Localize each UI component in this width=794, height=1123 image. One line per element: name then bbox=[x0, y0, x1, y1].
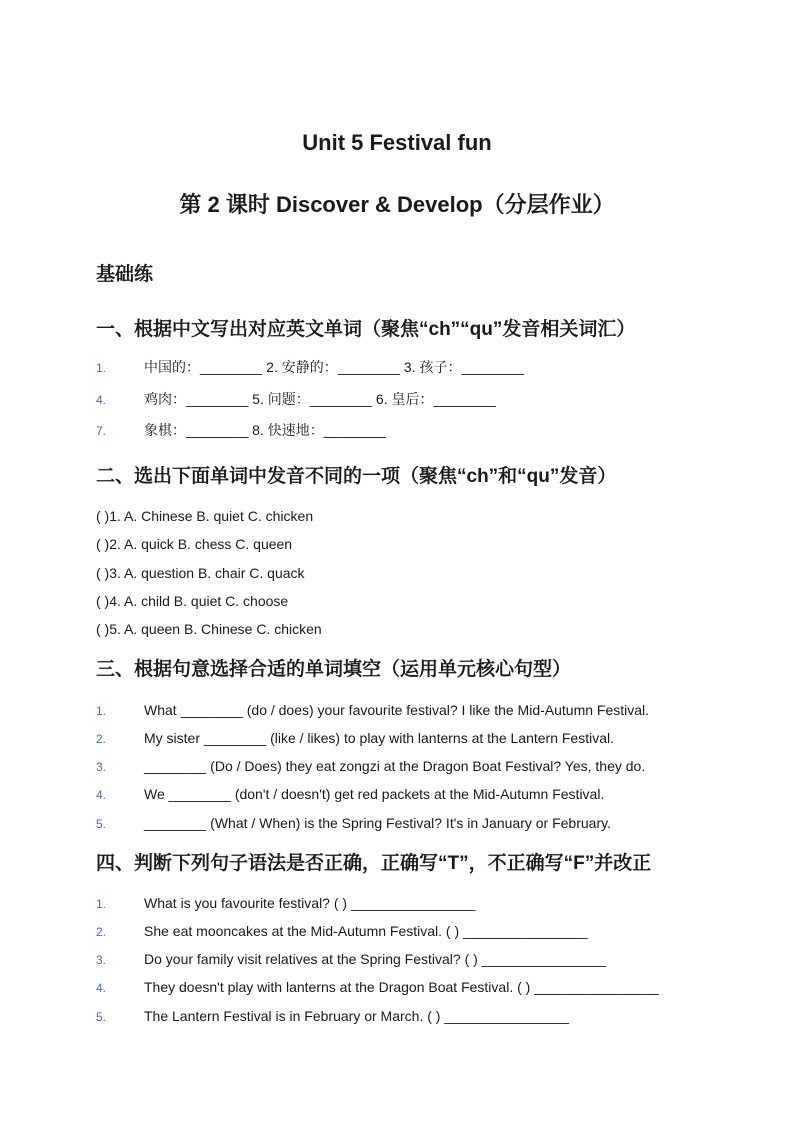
item-number: 5. bbox=[96, 817, 107, 831]
item-text: The Lantern Festival is in February or March. ( ) ________________ bbox=[144, 1008, 569, 1024]
item-number: 3. bbox=[96, 760, 107, 774]
section-heading-4: 四、判断下列句子语法是否正确，正确写“T”，不正确写“F”并改正 bbox=[96, 853, 652, 874]
section-heading-3: 三、根据句意选择合适的单词填空（运用单元核心句型） bbox=[96, 659, 572, 680]
item-text: They doesn't play with lanterns at the Dragon Boat Festival. ( ) ________________ bbox=[144, 979, 659, 995]
item-number: 1. bbox=[96, 361, 107, 375]
level-label: 基础练 bbox=[96, 264, 154, 285]
page-subtitle: 第 2 课时 Discover & Develop（分层作业） bbox=[179, 192, 615, 217]
item-text: What ________ (do / does) your favourite festival? I like the Mid-Autumn Festival. bbox=[144, 702, 650, 718]
item-text: 象棋：________ 8. 快速地：________ bbox=[144, 422, 387, 438]
item-text: My sister ________ (like / likes) to play with lanterns at the Lantern Festival. bbox=[144, 730, 614, 746]
item-number: 2. bbox=[96, 732, 107, 746]
item-number: 2. bbox=[96, 925, 107, 939]
item-number: 3. bbox=[96, 953, 107, 967]
item-text: We ________ (don't / doesn't) get red packets at the Mid-Autumn Festival. bbox=[144, 786, 605, 802]
list-item: ( )1. A. Chinese B. quiet C. chicken bbox=[96, 508, 314, 524]
list-item: ( )4. A. child B. quiet C. choose bbox=[96, 593, 289, 609]
section-heading-2: 二、选出下面单词中发音不同的一项（聚焦“ch”和“qu”发音） bbox=[96, 466, 617, 487]
item-number: 1. bbox=[96, 704, 107, 718]
item-number: 1. bbox=[96, 897, 107, 911]
item-number: 7. bbox=[96, 424, 107, 438]
list-item: ( )3. A. question B. chair C. quack bbox=[96, 565, 305, 581]
item-text: 中国的：________ 2. 安静的：________ 3. 孩子：________ bbox=[144, 359, 524, 375]
item-text: ________ (Do / Does) they eat zongzi at the Dragon Boat Festival? Yes, they do. bbox=[144, 758, 646, 774]
item-text: She eat mooncakes at the Mid-Autumn Festival. ( ) ________________ bbox=[144, 923, 588, 939]
section-heading-1: 一、根据中文写出对应英文单词（聚焦“ch”“qu”发音相关词汇） bbox=[96, 319, 636, 340]
item-number: 4. bbox=[96, 788, 107, 802]
item-text: 鸡肉：________ 5. 问题：________ 6. 皇后：________ bbox=[144, 391, 496, 407]
list-item: ( )5. A. queen B. Chinese C. chicken bbox=[96, 621, 322, 637]
page-title: Unit 5 Festival fun bbox=[302, 130, 492, 155]
item-text: ________ (What / When) is the Spring Festival? It's in January or February. bbox=[144, 815, 611, 831]
item-number: 4. bbox=[96, 981, 107, 995]
list-item: ( )2. A. quick B. chess C. queen bbox=[96, 536, 293, 552]
item-text: Do your family visit relatives at the Spring Festival? ( ) ________________ bbox=[144, 951, 607, 967]
item-number: 5. bbox=[96, 1010, 107, 1024]
item-text: What is you favourite festival? ( ) ________________ bbox=[144, 895, 476, 911]
item-number: 4. bbox=[96, 393, 107, 407]
